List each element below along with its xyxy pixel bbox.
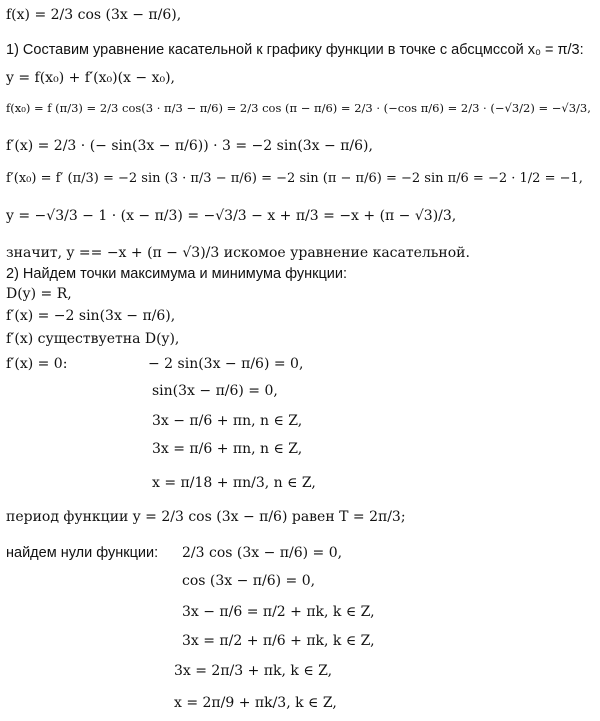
step-1-heading: 1) Составим уравнение касательной к графику функции в точке с абсцмссой x₀ = π/3: bbox=[6, 42, 584, 58]
derivative-formula: f′(x) = 2/3 · (− sin(3x − π/6)) · 3 = −2 sin(3x − π/6), bbox=[6, 138, 373, 154]
critical-step-2: 3x = π/6 + πn, n ∈ Z, bbox=[152, 441, 303, 457]
function-definition: f(x) = 2/3 cos (3x − π/6), bbox=[6, 7, 182, 23]
tangent-substitution: y = −√3/3 − 1 · (x − π/3) = −√3/3 − x + π/3 = −x + (π − √3)/3, bbox=[6, 208, 457, 224]
critical-points: x = π/18 + πn/3, n ∈ Z, bbox=[152, 475, 316, 491]
zeros-step-3: 3x = 2π/3 + πk, k ∈ Z, bbox=[174, 663, 333, 679]
tangent-general-formula: y = f(x₀) + f′(x₀)(x − x₀), bbox=[6, 70, 175, 86]
period-line: период функции y = 2/3 cos (3x − π/6) равен T = 2π/3; bbox=[6, 509, 406, 525]
zeros-result: x = 2π/9 + πk/3, k ∈ Z, bbox=[174, 695, 337, 711]
tangent-result: значит, y == −x + (π − √3)/3 искомое уравнение касательной. bbox=[6, 245, 470, 261]
zeros-heading: найдем нули функции: bbox=[6, 545, 159, 561]
derivative-at-x0: f′(x₀) = f′ (π/3) = −2 sin (3 · π/3 − π/6) = −2 sin (π − π/6) = −2 sin π/6 = −2 · 1/2 = −1, bbox=[6, 171, 583, 186]
zeros-step-2: 3x = π/2 + π/6 + πk, k ∈ Z, bbox=[182, 633, 375, 649]
f-x0-computation: f(x₀) = f (π/3) = 2/3 cos(3 · π/3 − π/6) = 2/3 cos (π − π/6) = 2/3 · (−cos π/6) = 2/3 · (−√3/2) = −√3/3, bbox=[6, 101, 591, 115]
zeros-equation: 2/3 cos (3x − π/6) = 0, bbox=[182, 545, 343, 561]
step-2-heading: 2) Найдем точки максимума и минимума функции: bbox=[6, 266, 347, 282]
derivative-zero-label: f′(x) = 0: bbox=[6, 356, 68, 372]
sine-zero-equation: sin(3x − π/6) = 0, bbox=[152, 383, 278, 399]
derivative-exists: f′(x) существуетна D(y), bbox=[6, 331, 180, 347]
domain-line: D(y) = R, bbox=[6, 286, 72, 302]
zeros-step-1: 3x − π/6 = π/2 + πk, k ∈ Z, bbox=[182, 604, 375, 620]
critical-step-1: 3x − π/6 + πn, n ∈ Z, bbox=[152, 413, 303, 429]
derivative-repeat: f′(x) = −2 sin(3x − π/6), bbox=[6, 308, 176, 324]
critical-equation: − 2 sin(3x − π/6) = 0, bbox=[148, 356, 304, 372]
cos-zero-equation: cos (3x − π/6) = 0, bbox=[182, 573, 316, 589]
